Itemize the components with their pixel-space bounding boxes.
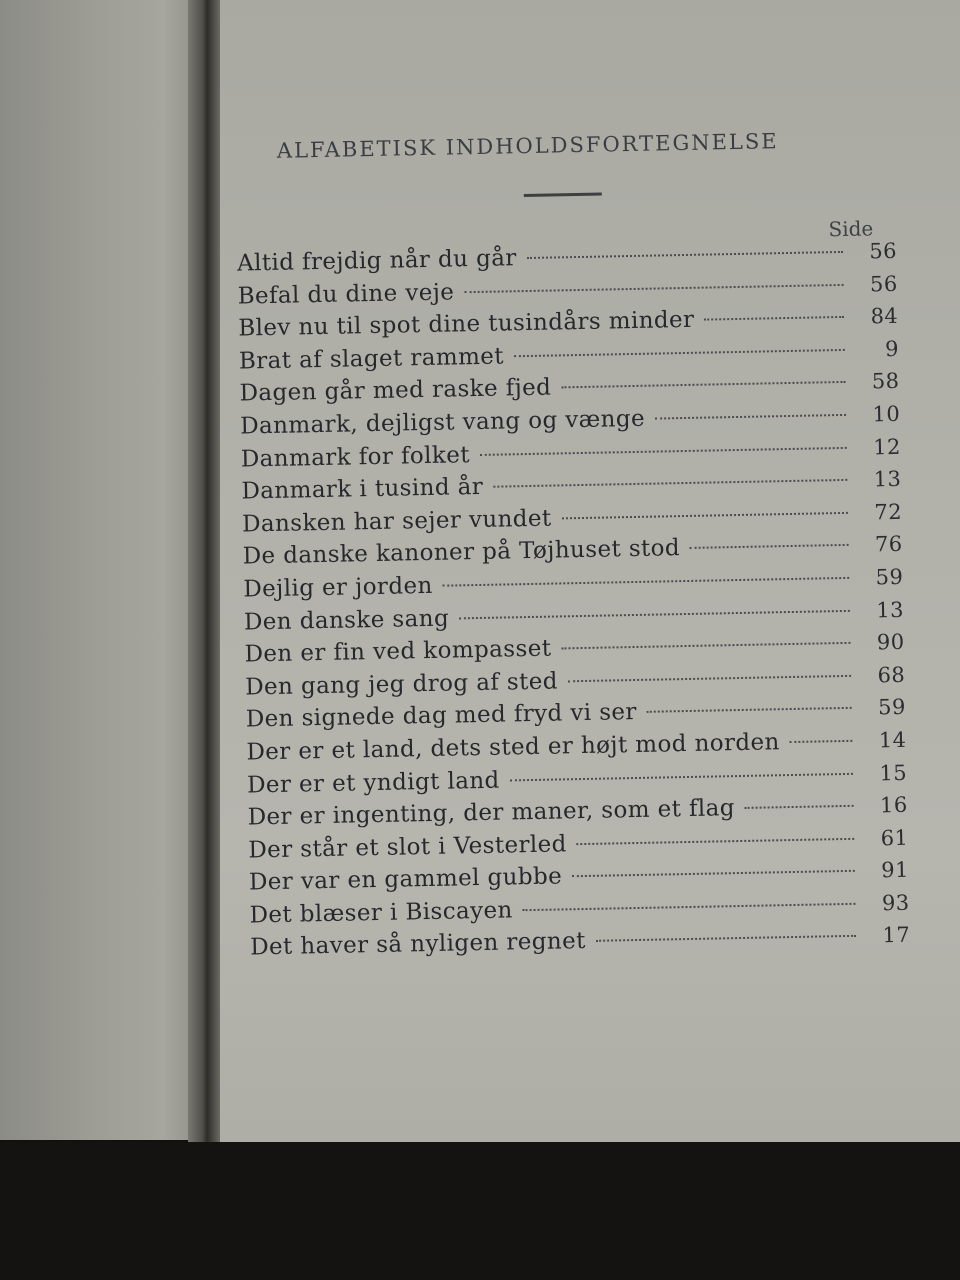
dot-leader [596,934,856,942]
entry-page-number: 59 [877,695,906,720]
entry-page-number: 12 [872,434,901,459]
dot-leader [647,706,852,713]
dot-leader [655,413,846,420]
entry-title: Dagen går med raske fjed [239,374,552,407]
entry-title: Danmark i tusind år [241,474,484,505]
index-heading: ALFABETISK INDHOLDSFORTEGNELSE [276,129,779,163]
entry-title: Altid frejdig når du går [236,245,517,277]
dot-leader [561,641,850,650]
dot-leader [523,902,856,911]
entry-title: Den signede dag med fryd vi ser [245,699,638,733]
entry-page-number: 59 [875,564,904,590]
dot-leader [704,315,844,321]
entry-page-number: 17 [882,923,911,948]
entry-page-number: 10 [872,401,901,427]
entry-page-number: 13 [876,597,905,622]
entry-title: Der er et yndigt land [246,767,500,798]
dot-leader [790,739,853,743]
dot-leader [572,869,855,877]
entry-title: Danmark, dejligst vang og vænge [239,405,646,440]
entry-page-number: 13 [873,467,902,492]
entry-title: Danmark for folket [240,441,471,473]
dot-leader [480,445,847,455]
entry-title: Den gang jeg drog af sted [244,668,559,701]
entry-title: De danske kanoner på Tøjhuset stod [242,535,681,570]
entry-title: Dansken har sejer vundet [241,505,552,538]
entry-page-number: 56 [869,238,898,264]
entry-page-number: 9 [884,336,900,361]
entry-title: Dejlig er jorden [243,572,433,603]
entry-page-number: 84 [870,304,899,329]
dot-leader [464,283,843,293]
entry-title: Brat af slaget rammet [238,343,505,375]
index-list [237,238,911,968]
dot-leader [568,674,851,682]
entry-title: Blev nu til spot dine tusindårs minder [238,306,695,342]
entry-title: Der er et land, dets sted er højt mod norden [246,729,781,766]
background-shadow [0,1142,960,1280]
entry-page-number: 91 [881,858,910,883]
entry-title: Det blæser i Biscayen [249,897,513,929]
dot-leader [443,576,850,587]
dot-leader [561,380,845,388]
entry-page-number: 76 [874,532,903,557]
dot-leader [510,771,853,781]
entry-title: Der var en gammel gubbe [248,863,563,896]
page-content [212,0,960,1142]
dot-leader [493,478,847,488]
right-page [212,0,960,1146]
entry-page-number: 16 [879,792,908,818]
entry-page-number: 58 [871,369,900,394]
dot-leader [527,250,843,259]
dot-leader [745,804,854,809]
entry-title: Den er fin ved kompasset [244,635,552,668]
heading-rule [524,193,602,197]
entry-title: Befal du dine veje [237,278,455,310]
page-column-label: Side [828,216,874,242]
entry-page-number: 14 [878,727,907,753]
entry-page-number: 72 [874,499,903,525]
book-gutter [188,0,220,1150]
entry-page-number: 15 [879,760,908,785]
dot-leader [690,543,849,549]
entry-page-number: 93 [881,890,910,916]
dot-leader [577,837,855,845]
entry-page-number: 61 [880,825,909,851]
dot-leader [514,348,845,357]
entry-title: Der er ingenting, der maner, som et flag [247,795,736,831]
dot-leader [562,511,848,519]
left-page [0,0,205,1140]
entry-page-number: 56 [869,271,898,297]
entry-page-number: 68 [877,662,906,688]
entry-page-number: 90 [876,629,905,655]
entry-title: Den danske sang [243,605,450,636]
dot-leader [459,608,850,619]
entry-title: Der står et slot i Vesterled [248,831,567,864]
entry-title: Det haver så nyligen regnet [249,928,587,961]
